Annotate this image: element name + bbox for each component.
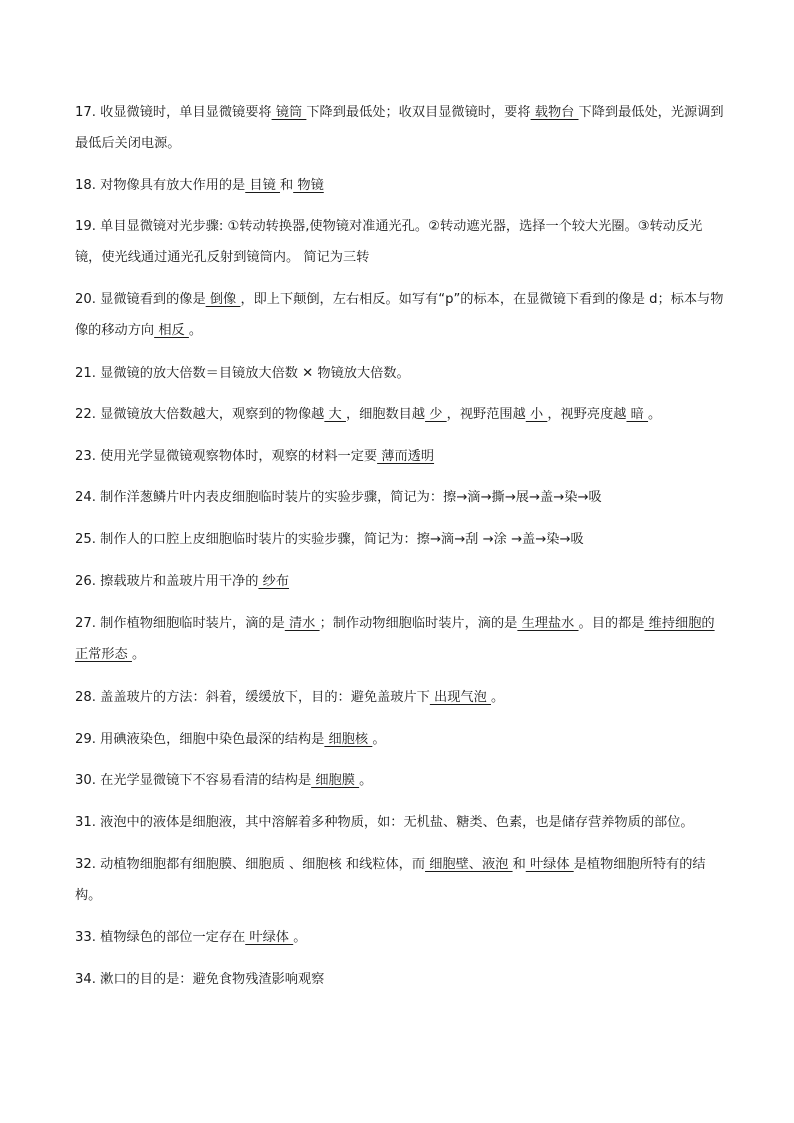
item-20-text-3: 。 <box>188 323 203 338</box>
item-27-text-3: 。目的都是 <box>578 616 645 631</box>
item-17-text-3: 下降到最低处，光源调到最低后关闭电源。 <box>75 105 724 151</box>
item-18-answer-2: 物镜 <box>293 178 324 193</box>
item-32 <box>75 849 727 911</box>
item-19 <box>75 211 727 273</box>
item-25-text: 25. 制作人的口腔上皮细胞临时装片的实验步骤，简记为：擦→滴→刮 →涂 →盖→染→吸 <box>75 532 584 547</box>
item-20-text: 20. 显微镜看到的像是 <box>75 292 206 307</box>
item-18-text: 18. 对物像具有放大作用的是 <box>75 178 246 193</box>
item-21 <box>75 358 727 389</box>
item-29-answer: 细胞核 <box>324 732 373 747</box>
item-22 <box>75 399 727 430</box>
item-18-text-2: 和 <box>280 178 294 193</box>
item-17-text: 17. 收显微镜时，单目显微镜要将 <box>75 105 272 120</box>
item-32-text-2: 和 <box>512 857 526 872</box>
item-20-text-2: ，即上下颠倒，左右相反。如写有“p”的标本，在显微镜下看到的像是 d；标本与物像的移动方向 <box>75 292 724 338</box>
item-17-answer-1: 镜筒 <box>271 105 307 120</box>
item-20-answer-2: 相反 <box>154 323 189 338</box>
item-19-text: 19. 单目显微镜对光步骤: ①转动转换器,使物镜对准通光孔。②转动遮光器，选择一个较大光圈。③转动反光镜，使光线通过通光孔反射到镜筒内。 简记为三转 <box>75 219 703 265</box>
item-32-answer-2: 叶绿体 <box>525 857 574 872</box>
item-32-text: 32. 动植物细胞都有细胞膜、细胞质 、细胞核 和线粒体，而 <box>75 857 426 872</box>
item-27-answer-3: 维持细胞的正常形态 <box>75 616 715 662</box>
item-22-text-3: ，视野范围越 <box>446 407 526 422</box>
item-20-answer-1: 倒像 <box>205 292 241 307</box>
item-27-answer-2: 生理盐水 <box>517 616 579 631</box>
item-33-text-2: 。 <box>293 930 307 945</box>
item-30-text: 30. 在光学显微镜下不容易看清的结构是 <box>75 773 312 788</box>
item-24 <box>75 482 727 513</box>
item-28-text: 28. 盖盖玻片的方法：斜着，缓缓放下，目的：避免盖玻片下 <box>75 690 430 705</box>
item-28 <box>75 682 727 713</box>
item-17-text-2: 下降到最低处；收双目显微镜时，要将 <box>306 105 531 120</box>
item-34-text: 34. 漱口的目的是：避免食物残渣影响观察 <box>75 972 325 987</box>
item-32-text-3: 是植物细胞所特有的结构。 <box>75 857 706 903</box>
item-26 <box>75 566 727 597</box>
item-22-answer-2: 少 <box>425 407 447 422</box>
item-22-text-2: ，细胞数目越 <box>345 407 426 422</box>
item-25 <box>75 524 727 555</box>
item-29-text-2: 。 <box>372 732 386 747</box>
item-23-text: 23. 使用光学显微镜观察物体时，观察的材料一定要 <box>75 449 378 464</box>
item-29-text: 29. 用碘液染色，细胞中染色最深的结构是 <box>75 732 325 747</box>
item-23 <box>75 441 727 472</box>
item-23-answer: 薄而透明 <box>377 449 435 464</box>
item-22-text-5: 。 <box>648 407 662 422</box>
item-27-text-2: ；制作动物细胞临时装片，滴的是 <box>319 616 518 631</box>
item-27 <box>75 608 727 670</box>
item-31 <box>75 807 727 838</box>
item-17 <box>75 97 727 159</box>
item-18-answer-1: 目镜 <box>245 178 280 193</box>
item-32-answer-1: 细胞壁、液泡 <box>425 857 513 872</box>
item-27-text-4: 。 <box>131 647 146 662</box>
item-26-answer: 纱布 <box>258 574 289 589</box>
item-30-text-2: 。 <box>359 773 373 788</box>
item-22-answer-1: 大 <box>324 407 346 422</box>
item-26-text: 26. 擦载玻片和盖玻片用干净的 <box>75 574 259 589</box>
item-33 <box>75 922 727 953</box>
item-33-answer: 叶绿体 <box>245 930 294 945</box>
item-28-text-2: 。 <box>491 690 505 705</box>
item-18 <box>75 170 727 201</box>
item-27-answer-1: 清水 <box>284 616 320 631</box>
item-30 <box>75 765 727 796</box>
item-24-text: 24. 制作洋葱鳞片叶内表皮细胞临时装片的实验步骤，简记为：擦→滴→撕→展→盖→染→吸 <box>75 490 602 505</box>
item-22-text: 22. 显微镜放大倍数越大，观察到的物像越 <box>75 407 325 422</box>
item-28-answer: 出现气泡 <box>429 690 491 705</box>
item-27-text: 27. 制作植物细胞临时装片，滴的是 <box>75 616 285 631</box>
item-22-answer-4: 暗 <box>626 407 649 422</box>
item-31-text: 31. 液泡中的液体是细胞液，其中溶解着多种物质，如：无机盐、糖类、色素，也是储存营养物质的部位。 <box>75 815 694 830</box>
item-20 <box>75 284 727 346</box>
item-21-text: 21. 显微镜的放大倍数＝目镜放大倍数 ✕ 物镜放大倍数。 <box>75 366 410 381</box>
item-34 <box>75 964 727 995</box>
item-29 <box>75 724 727 755</box>
item-22-answer-3: 小 <box>525 407 548 422</box>
item-22-text-4: ，视野亮度越 <box>547 407 627 422</box>
item-33-text: 33. 植物绿色的部位一定存在 <box>75 930 246 945</box>
item-17-answer-2: 载物台 <box>530 105 579 120</box>
item-30-answer: 细胞膜 <box>311 773 360 788</box>
